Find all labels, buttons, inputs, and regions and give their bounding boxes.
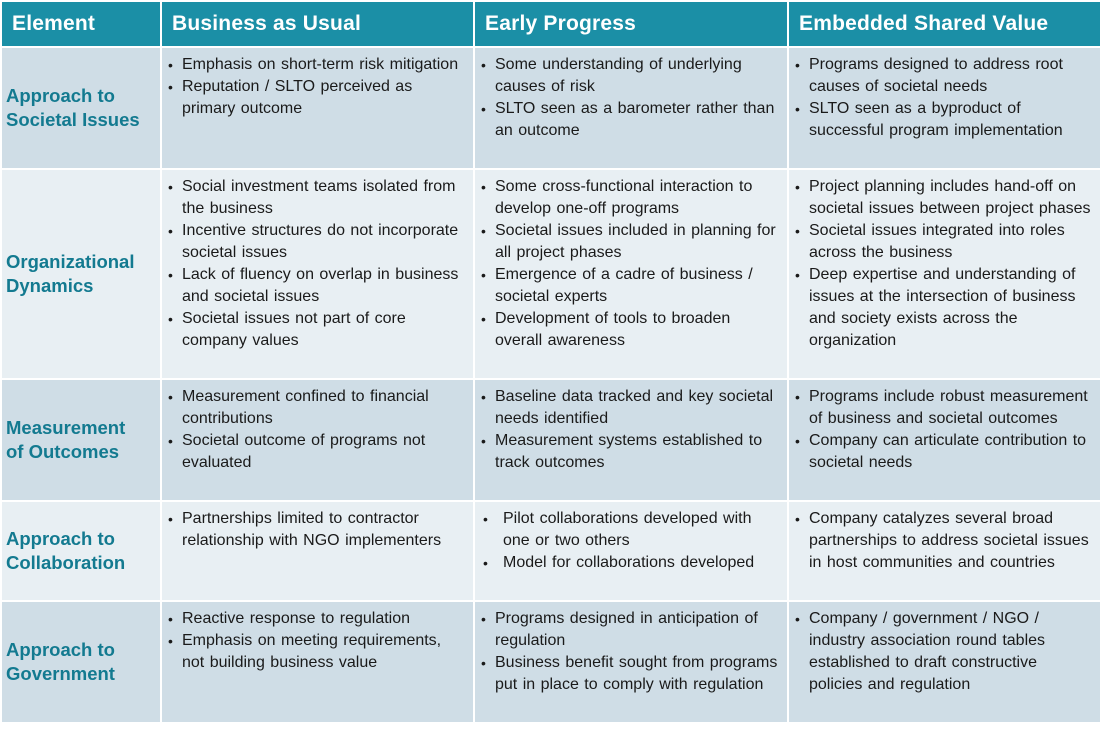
cell-embedded-shared-value xyxy=(788,379,1100,501)
list-item: • Measurement systems established to track outcomes xyxy=(495,430,779,474)
row-label xyxy=(1,169,161,379)
list-item: • Societal outcome of programs not evaluated xyxy=(182,430,465,474)
cell-embedded-shared-value xyxy=(788,601,1100,723)
row-label-line: Approach to xyxy=(6,528,115,549)
cell-business-as-usual xyxy=(161,47,474,169)
list-item: • Company can articulate contribution to societal needs xyxy=(809,430,1092,474)
header-embedded-shared-value: Embedded Shared Value xyxy=(788,1,1100,47)
cell-embedded-shared-value xyxy=(788,169,1100,379)
cell-business-as-usual xyxy=(161,601,474,723)
list-item: • Programs include robust measurement of business and societal outcomes xyxy=(809,386,1092,430)
row-label-line: Collaboration xyxy=(6,552,126,573)
row-label-line: Approach to xyxy=(6,85,115,106)
row-label xyxy=(1,47,161,169)
table-row xyxy=(1,601,1100,723)
row-label xyxy=(1,379,161,501)
header-early-progress: Early Progress xyxy=(474,1,788,47)
table-row xyxy=(1,379,1100,501)
cell-embedded-shared-value xyxy=(788,501,1100,601)
list-item: • Emergence of a cadre of business / societal experts xyxy=(495,264,779,308)
cell-early-progress xyxy=(474,501,788,601)
list-item: • Pilot collaborations developed with one or two others xyxy=(503,508,779,552)
cell-business-as-usual xyxy=(161,169,474,379)
list-item: • Model for collaborations developed xyxy=(503,552,779,574)
list-item: • Societal issues integrated into roles across the business xyxy=(809,220,1092,264)
list-item: • Company / government / NGO / industry association round tables established to draft constructive policies and regulation xyxy=(809,608,1092,696)
cell-early-progress xyxy=(474,169,788,379)
list-item: • Programs designed to address root causes of societal needs xyxy=(809,54,1092,98)
row-label xyxy=(1,601,161,723)
list-item: • Reputation / SLTO perceived as primary outcome xyxy=(182,76,465,120)
header-row xyxy=(1,1,1100,47)
cell-early-progress xyxy=(474,379,788,501)
list-item: • Reactive response to regulation xyxy=(182,608,465,630)
list-item: • Incentive structures do not incorporate societal issues xyxy=(182,220,465,264)
list-item: • SLTO seen as a barometer rather than an outcome xyxy=(495,98,779,142)
cell-business-as-usual xyxy=(161,379,474,501)
list-item: • Social investment teams isolated from the business xyxy=(182,176,465,220)
list-item: • Deep expertise and understanding of issues at the intersection of business and society exists across the organization xyxy=(809,264,1092,352)
list-item: • Partnerships limited to contractor relationship with NGO implementers xyxy=(182,508,465,552)
list-item: • Lack of fluency on overlap in business and societal issues xyxy=(182,264,465,308)
list-item: • Some understanding of underlying causes of risk xyxy=(495,54,779,98)
list-item: • SLTO seen as a byproduct of successful program implementation xyxy=(809,98,1092,142)
row-label-line: of Outcomes xyxy=(6,441,120,462)
cell-early-progress xyxy=(474,601,788,723)
header-element: Element xyxy=(1,1,161,47)
list-item: • Emphasis on short-term risk mitigation xyxy=(182,54,465,76)
row-label-line: Dynamics xyxy=(6,275,94,296)
list-item: • Baseline data tracked and key societal needs identified xyxy=(495,386,779,430)
table-row xyxy=(1,47,1100,169)
list-item: • Development of tools to broaden overall awareness xyxy=(495,308,779,352)
list-item: • Societal issues included in planning for all project phases xyxy=(495,220,779,264)
row-label-line: Measurement xyxy=(6,417,126,438)
row-label xyxy=(1,501,161,601)
list-item: • Emphasis on meeting requirements, not building business value xyxy=(182,630,465,674)
header-business-as-usual: Business as Usual xyxy=(161,1,474,47)
list-item: • Business benefit sought from programs put in place to comply with regulation xyxy=(495,652,779,696)
list-item: • Project planning includes hand-off on societal issues between project phases xyxy=(809,176,1092,220)
table-row xyxy=(1,169,1100,379)
row-label-line: Organizational xyxy=(6,251,135,272)
list-item: • Company catalyzes several broad partnerships to address societal issues in host communities and countries xyxy=(809,508,1092,574)
list-item: • Programs designed in anticipation of regulation xyxy=(495,608,779,652)
row-label-line: Government xyxy=(6,663,115,684)
row-label-line: Approach to xyxy=(6,639,115,660)
table-row xyxy=(1,501,1100,601)
row-label-line: Societal Issues xyxy=(6,109,140,130)
cell-embedded-shared-value xyxy=(788,47,1100,169)
list-item: • Some cross-functional interaction to develop one-off programs xyxy=(495,176,779,220)
list-item: • Societal issues not part of core company values xyxy=(182,308,465,352)
list-item: • Measurement confined to financial contributions xyxy=(182,386,465,430)
cell-early-progress xyxy=(474,47,788,169)
cell-business-as-usual xyxy=(161,501,474,601)
